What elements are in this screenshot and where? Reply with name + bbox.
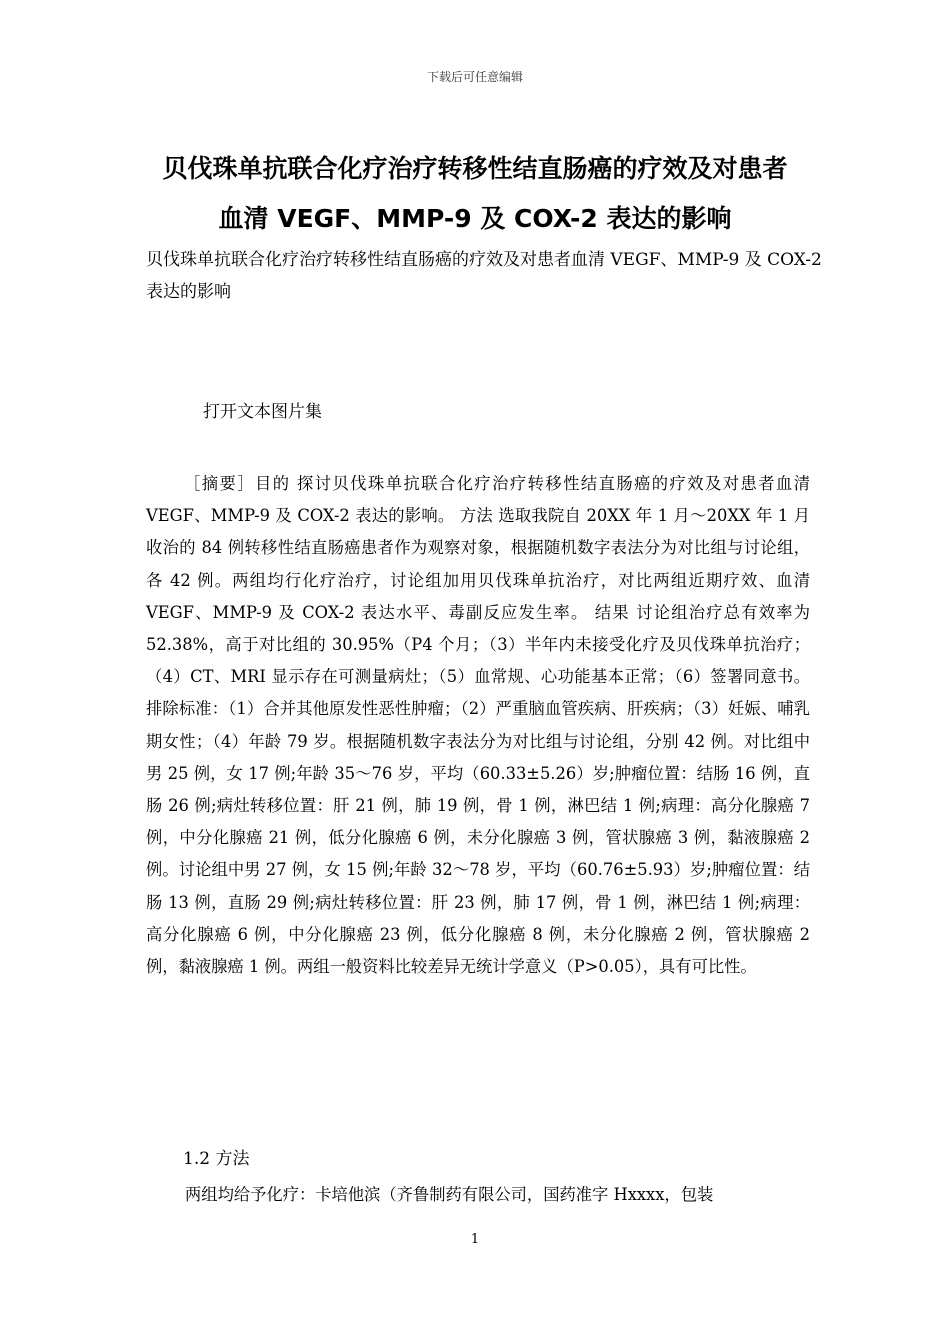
document-subtitle: 贝伐珠单抗联合化疗治疗转移性结直肠癌的疗效及对患者血清 VEGF、MMP-9 及 COX-2 表达的影响 [146, 250, 822, 302]
document-title-line-2: 血清 VEGF、MMP-9 及 COX-2 表达的影响 [218, 204, 732, 233]
methods-paragraph: 两组均给予化疗：卡培他滨（齐鲁制药有限公司，国药准字 Hxxxx，包装 [185, 1185, 714, 1204]
document-title [100, 144, 850, 244]
section-heading-methods: 1.2 方法 [183, 1149, 250, 1169]
open-image-set-link[interactable]: 打开文本图片集 [203, 402, 322, 422]
page-number: 1 [470, 1232, 480, 1247]
document-title-line-1: 贝伐珠单抗联合化疗治疗转移性结直肠癌的疗效及对患者 [162, 154, 788, 183]
header-note: 下载后可任意编辑 [426, 70, 523, 84]
abstract-paragraph: ［摘要］目的 探讨贝伐珠单抗联合化疗治疗转移性结直肠癌的疗效及对患者血清 VEGF、MMP-9 及 COX-2 表达的影响。 方法 选取我院自 20XX 年 1 月～20XX 年 1 月收治的 84 例转移性结直肠癌患者作为观察对象，根据随机数字表法分为对比组与讨论组，各 42 例。两组均行化疗治疗，讨论组加用贝伐珠单抗治疗，对比两组近期疗效、血清 VEGF、MMP-9 及 COX-2 表达水平、毒副反应发生率。 结果 讨论组治疗总有效率为 52.38%，高于对比组的 30.95%（P4 个月；（3）半年内未接受化疗及贝伐珠单抗治疗；（4）CT、MRI 显示存在可测量病灶；（5）血常规、心功能基本正常；（6）签署同意书。排除标准：（1）合并其他原发性恶性肿瘤；（2）严重脑血管疾病、肝疾病；（3）妊娠、哺乳期女性；（4）年龄 79 岁。根据随机数字表法分为对比组与讨论组，分别 42 例。对比组中男 25 例，女 17 例;年龄 35～76 岁，平均（60.33±5.26）岁;肿瘤位置：结肠 16 例，直肠 26 例;病灶转移位置：肝 21 例，肺 19 例，骨 1 例，淋巴结 1 例;病理：高分化腺癌 7 例，中分化腺癌 21 例，低分化腺癌 6 例，未分化腺癌 3 例，管状腺癌 3 例，黏液腺癌 2 例。讨论组中男 27 例，女 15 例;年龄 32～78 岁，平均（60.76±5.93）岁;肿瘤位置：结肠 13 例，直肠 29 例;病灶转移位置：肝 23 例，肺 17 例，骨 1 例，淋巴结 1 例;病理：高分化腺癌 6 例，中分化腺癌 23 例，低分化腺癌 8 例，未分化腺癌 2 例，管状腺癌 2 例，黏液腺癌 1 例。两组一般资料比较差异无统计学意义（P>0.05），具有可比性。 [146, 474, 810, 977]
